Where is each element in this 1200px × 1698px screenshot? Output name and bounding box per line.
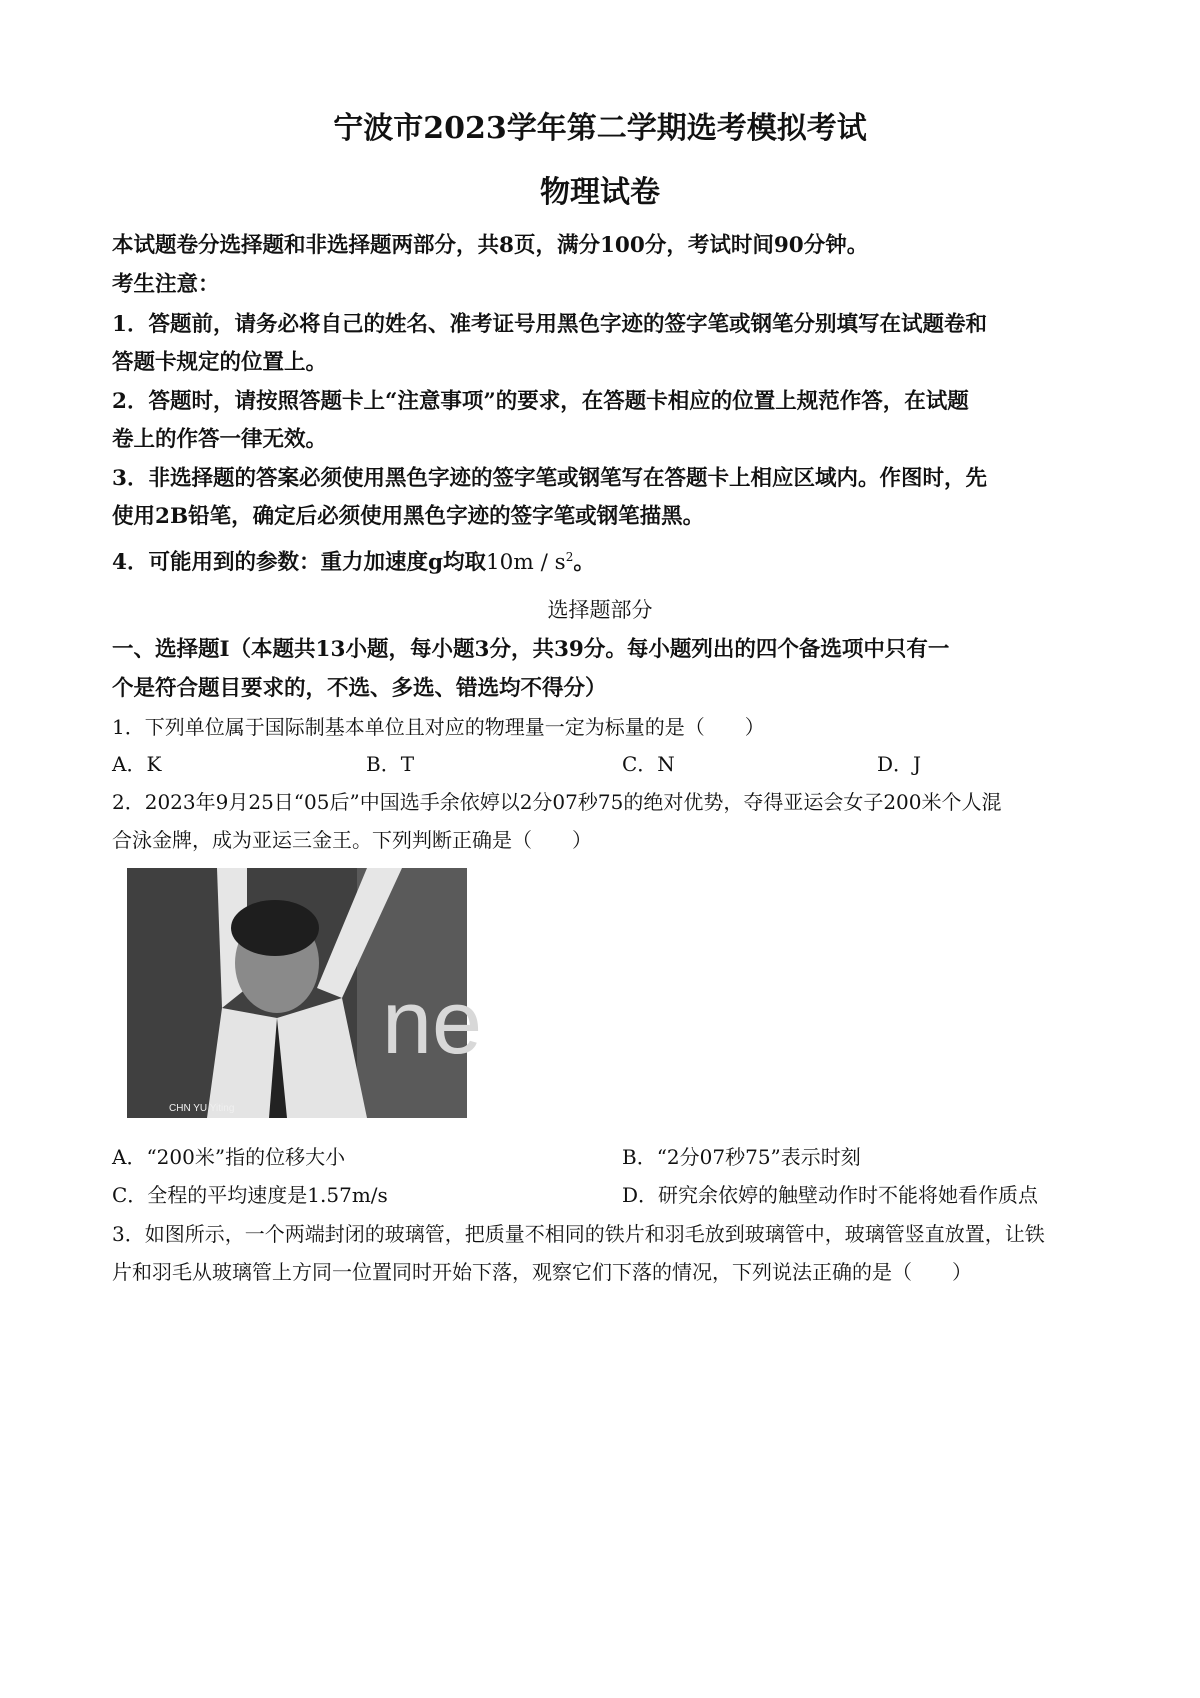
question-3-stem-cont: 片和羽毛从玻璃管上方同一位置同时开始下落，观察它们下落的情况，下列说法正确的是（ ） bbox=[112, 1260, 972, 1284]
q2-option-d: D．研究余依婷的触壁动作时不能将她看作质点 bbox=[622, 1183, 1039, 1207]
question-1-stem: 1．下列单位属于国际制基本单位且对应的物理量一定为标量的是（ ） bbox=[112, 715, 765, 739]
question-2-stem-cont: 合泳金牌，成为亚运三金王。下列判断正确是（ ） bbox=[112, 828, 592, 852]
q1-option-b: B．T bbox=[366, 752, 415, 776]
exam-title: 宁波市2023学年第二学期选考模拟考试 bbox=[333, 111, 867, 146]
notice-item: 3．非选择题的答案必须使用黑色字迹的签字笔或钢笔写在答题卡上相应区域内。作图时，先 bbox=[112, 466, 987, 491]
q1-option-a: A．K bbox=[112, 752, 162, 776]
part1-instructions-cont: 个是符合题目要求的，不选、多选、错选均不得分） bbox=[112, 676, 607, 701]
notice-item-4-prefix: 4．可能用到的参数：重力加速度g均取 bbox=[112, 550, 486, 575]
section-heading: 选择题部分 bbox=[547, 598, 653, 622]
gravity-unit: 10m / s bbox=[486, 550, 566, 575]
photo-caption: CHN YU Yiting bbox=[169, 1103, 235, 1114]
q1-option-c: C．N bbox=[622, 752, 675, 776]
svg-text:ne: ne bbox=[382, 973, 483, 1073]
q2-option-c: C．全程的平均速度是1.57m/s bbox=[112, 1183, 388, 1207]
notice-item: 使用2B铅笔，确定后必须使用黑色字迹的签字笔或钢笔描黑。 bbox=[112, 504, 705, 529]
notice-item: 1．答题前，请务必将自己的姓名、准考证号用黑色字迹的签字笔或钢笔分别填写在试题卷和 bbox=[112, 312, 987, 337]
swimmer-photo bbox=[127, 868, 483, 1118]
notice-item: 卷上的作答一律无效。 bbox=[112, 427, 328, 452]
q2-option-a: A．“200米”指的位移大小 bbox=[112, 1145, 346, 1169]
notice-item: 答题卡规定的位置上。 bbox=[112, 350, 328, 375]
question-3-stem: 3．如图所示，一个两端封闭的玻璃管，把质量不相同的铁片和羽毛放到玻璃管中，玻璃管竖直放置，让铁 bbox=[112, 1222, 1045, 1246]
notice-heading: 考生注意： bbox=[112, 272, 220, 297]
part1-instructions: 一、选择题Ⅰ（本题共13小题，每小题3分，共39分。每小题列出的四个备选项中只有一 bbox=[112, 637, 950, 662]
intro-text: 本试题卷分选择题和非选择题两部分，共8页，满分100分，考试时间90分钟。 bbox=[112, 233, 869, 258]
exam-subtitle: 物理试卷 bbox=[540, 175, 660, 210]
question-2-stem: 2．2023年9月25日“05后”中国选手余依婷以2分07秒75的绝对优势，夺得亚运会女子200米个人混 bbox=[112, 790, 1002, 814]
gravity-unit-exponent: 2 bbox=[565, 549, 574, 564]
swimmer-photo-graphic bbox=[127, 868, 483, 1118]
q1-option-d: D．J bbox=[877, 752, 922, 776]
notice-item: 2．答题时，请按照答题卡上“注意事项”的要求，在答题卡相应的位置上规范作答，在试题 bbox=[112, 389, 969, 414]
q2-option-b: B．“2分07秒75”表示时刻 bbox=[622, 1145, 861, 1169]
notice-item-4 bbox=[112, 545, 1102, 576]
notice-item-4-suffix: 。 bbox=[573, 550, 595, 575]
